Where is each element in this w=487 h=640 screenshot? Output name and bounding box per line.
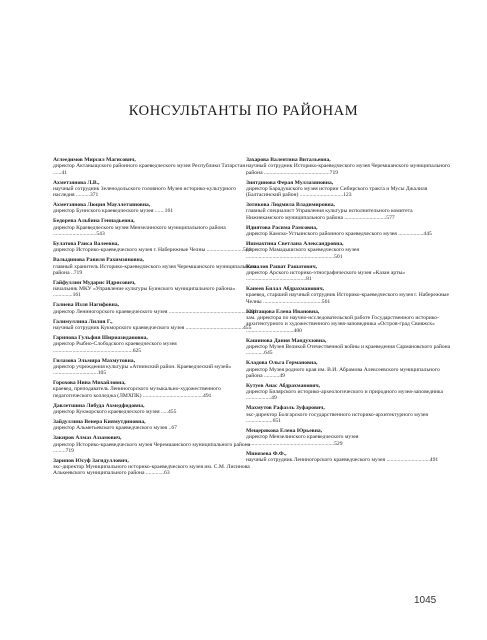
consultant-name: Камалов Рашат Рашатович,	[246, 263, 318, 270]
consultant-name: Ишмахтина Светлана Александровна,	[246, 241, 344, 248]
consultant-description: директор Историко-краеведческого музея Черемшанского муниципального района .........719	[53, 441, 251, 454]
consultant-entry	[246, 405, 451, 424]
consultant-name: Зайдуллина Венера Киямутдиновна,	[53, 419, 146, 426]
consultant-entry	[53, 419, 258, 432]
consultant-description: директор Кукморского краеведческого музея .....455	[53, 409, 177, 416]
consultant-description: научный сотрудник Зеленодольского головного Музея историко-культурного наследия ..........371	[53, 185, 237, 199]
consultant-description: научный сотрудник Историко-краеведческого музея Черемшанского муниципального района ...............................................719	[246, 163, 450, 176]
consultant-name: Давлетшина Лябуда Ахмедфидовна,	[53, 402, 145, 409]
consultant-entry	[246, 428, 451, 447]
consultant-name: Аглеедимов Мирсил Магисович,	[53, 157, 136, 163]
consultant-entry	[246, 202, 451, 221]
consultant-name: Канеев Билал Абдрахманович,	[246, 286, 325, 293]
consultant-entry	[53, 380, 258, 399]
consultant-description: директор Музея родного края им. В.И. Абрамова Алексеевского муниципального района ...........49	[246, 366, 440, 379]
consultant-description: директор Актаныщского районного краеведческого музея Республики Татарстан ......41	[53, 163, 246, 176]
consultant-entry	[246, 338, 451, 357]
consultant-description: начальник МКУ «Управление культуры Буинского муниципального района» ..............161	[53, 286, 236, 299]
page-title: КОНСУЛЬТАНТЫ ПО РАЙОНАМ	[128, 102, 359, 119]
consultant-description: экс-директор Муниципального историко-краеведческого музея им. С.М. Лисинова Алькеевского муниципального района .............63	[53, 464, 250, 477]
consultant-name: Кашинова Дания Мандухзовна,	[246, 337, 327, 344]
consultant-description: директор Арского историко-этнографического музея «Казан арты» ...........................................81	[246, 269, 406, 283]
consultant-entry	[53, 403, 258, 416]
consultant-entry	[53, 257, 258, 276]
consultant-description: директор Буинского краеведческого музея .......161	[53, 208, 174, 215]
consultant-description: краевед, старший научный сотрудник Историко-краеведческого музея г. Набережные Челны ..........................................561	[246, 292, 449, 305]
consultant-entry	[53, 218, 258, 237]
consultant-description: зам. директора по научно-исследовательской работе Государственного историко-архитектурного и художественного музея-заповедника «Остров-град Свияжск» ..................................400	[246, 315, 439, 334]
consultant-description: директор Билярского историко-археологического и природного музея-заповедника ..................49	[246, 389, 444, 402]
consultant-name: Булатова Раиса Валеевна,	[53, 241, 119, 248]
consultant-description: экс-директор Болгарского государственного историко-архитектурного музея ...................651	[246, 411, 428, 424]
consultant-description: директор Альметьевского краеведческого музея ..67	[53, 425, 177, 432]
consultant-description: краевед, преподаватель Лениногорского музыкально-художественного педагогического колледжа (ЛМХПК) ...........................................491	[53, 386, 221, 399]
consultant-name: Картащова Елена Ивановна,	[246, 308, 320, 315]
consultant-description: директор учреждения культуры «Атнинский район. Краеведческий музей» ................................105	[53, 363, 232, 377]
consultant-name: Закиров Алмаз Аззамович,	[53, 435, 122, 442]
consultant-name: Галиева Изля Нагифовна,	[53, 302, 120, 309]
consultant-entry	[53, 358, 258, 377]
consultant-entry	[53, 458, 258, 477]
consultant-name: Горохова Нина Михайловна,	[53, 380, 126, 387]
consultant-name: Бедорева Альбина Геннадьевна,	[53, 218, 135, 225]
consultant-name: Ахметзянова Л.В.,	[53, 179, 100, 186]
consultant-name: Гилазова Эльмира Махмутовна,	[53, 357, 135, 364]
consultant-entry	[246, 225, 451, 238]
consultant-name: Захарова Валентина Витальевна,	[246, 157, 331, 163]
consultant-description: директор Мамадышского краеведческого музея ...............................................................501	[246, 247, 359, 260]
consultant-description: директор Краеведческого музея Мензелинского муниципального района ...............................543	[53, 224, 226, 238]
consultant-entry	[53, 241, 258, 254]
page-number: 1045	[414, 595, 437, 606]
consultant-entry	[53, 202, 258, 215]
consultant-entry	[246, 383, 451, 402]
consultant-name: Галимуллина Лилия Г.,	[53, 318, 113, 325]
consultant-name: Зарипов Юсуф Загидуллович,	[53, 457, 129, 464]
consultant-name: Махмутов Рафаэль Зуфарович,	[246, 405, 325, 412]
consultant-name: Кладова Ольга Германовна,	[246, 360, 318, 367]
consultant-description: главный специалист Управления культуры исполнительного комитета Нижнекамского муниципального района ..............................577	[246, 208, 413, 221]
consultant-entry	[246, 451, 451, 464]
consultant-entry	[53, 157, 258, 176]
consultant-entry	[53, 180, 258, 199]
consultant-description: научный сотрудник Кукморского краеведческого музея .........................................455	[53, 325, 252, 332]
consultant-name: Гайфуллин Мударис Идрисович,	[53, 279, 136, 286]
consultant-description: директор Камско-Устьинского районного краеведческого музея ..................445	[246, 231, 432, 238]
consultant-description: главный хранитель Историко-краеведческого музея Черемшанского муниципального района ..719	[53, 263, 256, 276]
consultant-description: директор Музея Великой Отечественной войны и краеведения Сармановского района .............645	[246, 343, 451, 357]
consultant-entry	[53, 319, 258, 332]
consultant-entry	[246, 286, 451, 305]
consultant-entry	[53, 302, 258, 315]
consultant-entry	[246, 360, 451, 379]
consultant-name: Ахметзянова Люция Мауллетзяновна,	[53, 202, 151, 209]
consultant-entry	[246, 157, 451, 176]
consultant-description: директор Лениногорского краеведческого музея .........................................................491	[53, 308, 257, 315]
consultant-description: директор Рыбно-Слободского краеведческого музея .........................................................625	[53, 341, 177, 354]
consultant-entry	[53, 280, 258, 299]
consultant-entry	[246, 264, 451, 283]
consultant-entry	[53, 335, 258, 354]
consultant-name: Гарипова Гульфия Шириазидановна,	[53, 335, 148, 342]
consultant-name: Минязева Ф.Ф.,	[246, 450, 287, 457]
consultant-description: научный сотрудник Лениногорского краеведческого музея ...............................491	[246, 456, 439, 463]
consultant-entry	[246, 180, 451, 199]
right-column	[246, 157, 451, 467]
consultant-entry	[246, 241, 451, 260]
left-column	[53, 157, 258, 480]
consultant-name: Кутуев Анас Абдрахманович,	[246, 382, 321, 389]
consultant-name: Мещерякова Елена Юрьевна,	[246, 427, 323, 434]
consultant-name: Идиятова Расима Рамсовна,	[246, 224, 318, 231]
consultant-description: директор Историко-краеведческого музея г. Набережные Челны ..........................561	[53, 247, 252, 254]
consultant-name: Зотикова Людмила Владимировна,	[246, 202, 335, 209]
consultant-description: директор Мензелинского краеведческого музея ...............................................................529	[246, 434, 359, 447]
consultant-entry	[246, 309, 451, 334]
consultant-name: Зиятдинова Ферая Муллазяновна,	[246, 179, 334, 186]
consultant-description: директор Барадушского музея истории Сибирского тракта и Мусы Джалиля (Балтасинский район) ...............................123	[246, 185, 428, 199]
consultant-entry	[53, 435, 258, 454]
consultant-name: Валыдинова Равиля Рахимзяновна,	[53, 257, 144, 264]
